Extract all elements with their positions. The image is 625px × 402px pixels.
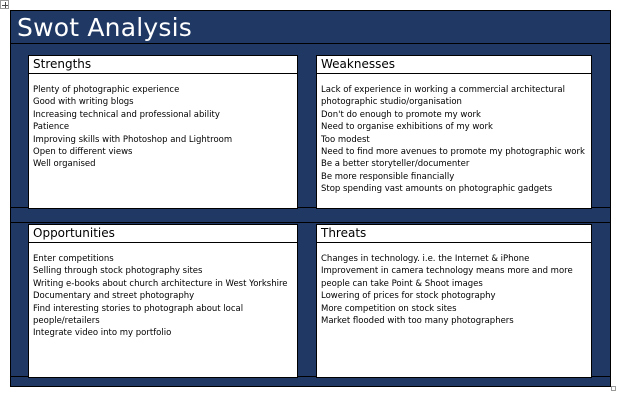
- table-divider: [11, 222, 610, 223]
- list-item: Be more responsible financially: [321, 171, 455, 182]
- list-item: Find interesting stories to photograph about local: [33, 303, 244, 314]
- list-item: Need to organise exhibitions of my work: [321, 122, 493, 133]
- list-item: More competition on stock sites: [321, 303, 457, 314]
- list-item: Selling through stock photography sites: [33, 266, 203, 277]
- opportunities-cell[interactable]: [28, 224, 298, 378]
- weaknesses-header: Weaknesses: [317, 56, 591, 74]
- list-item: Don't do enough to promote my work: [321, 109, 481, 120]
- list-item: Plenty of photographic experience: [33, 85, 180, 95]
- threats-header: Threats: [317, 225, 591, 243]
- strengths-cell[interactable]: [28, 55, 298, 209]
- list-item: Stop spending vast amounts on photographic gadgets: [321, 184, 553, 195]
- list-item: Patience: [33, 122, 70, 133]
- list-item: Need to find more avenues to promote my photographic work: [321, 147, 585, 158]
- list-item: Changes in technology. i.e. the Internet & iPhone: [321, 254, 530, 264]
- list-item: photographic studio/organisation: [321, 97, 462, 108]
- list-item: Enter competitions: [33, 254, 114, 264]
- list-item: Improvement in camera technology means more and more: [321, 266, 573, 277]
- swot-table: [10, 10, 611, 387]
- list-item: Improving skills with Photoshop and Lightroom: [33, 134, 233, 145]
- list-item: Well organised: [33, 159, 96, 170]
- weaknesses-cell[interactable]: [316, 55, 592, 209]
- list-item: Open to different views: [33, 147, 133, 158]
- list-item: Be a better storyteller/documenter: [321, 159, 470, 170]
- list-item: Integrate video into my portfolio: [33, 328, 172, 339]
- list-item: people can take Point & Shoot images: [321, 278, 483, 289]
- strengths-header: Strengths: [29, 56, 297, 74]
- opportunities-list: [33, 253, 293, 340]
- list-item: Documentary and street photography: [33, 291, 195, 302]
- strengths-list: [33, 84, 293, 171]
- threats-cell[interactable]: [316, 224, 592, 378]
- list-item: Lack of experience in working a commercial architectural: [321, 85, 565, 95]
- list-item: Lowering of prices for stock photography: [321, 291, 496, 302]
- list-item: Too modest: [321, 134, 370, 145]
- weaknesses-list: [321, 84, 587, 196]
- table-move-handle-icon[interactable]: [0, 0, 9, 9]
- page-title: Swot Analysis: [17, 13, 192, 42]
- list-item: Increasing technical and professional ability: [33, 109, 220, 120]
- list-item: people/retailers: [33, 316, 100, 327]
- list-item: Writing e-books about church architecture in West Yorkshire: [33, 278, 288, 289]
- table-resize-handle-icon[interactable]: [611, 386, 616, 391]
- list-item: Good with writing blogs: [33, 97, 134, 108]
- opportunities-header: Opportunities: [29, 225, 297, 243]
- list-item: Market flooded with too many photographers: [321, 316, 514, 327]
- table-divider: [11, 43, 610, 44]
- threats-list: [321, 253, 587, 327]
